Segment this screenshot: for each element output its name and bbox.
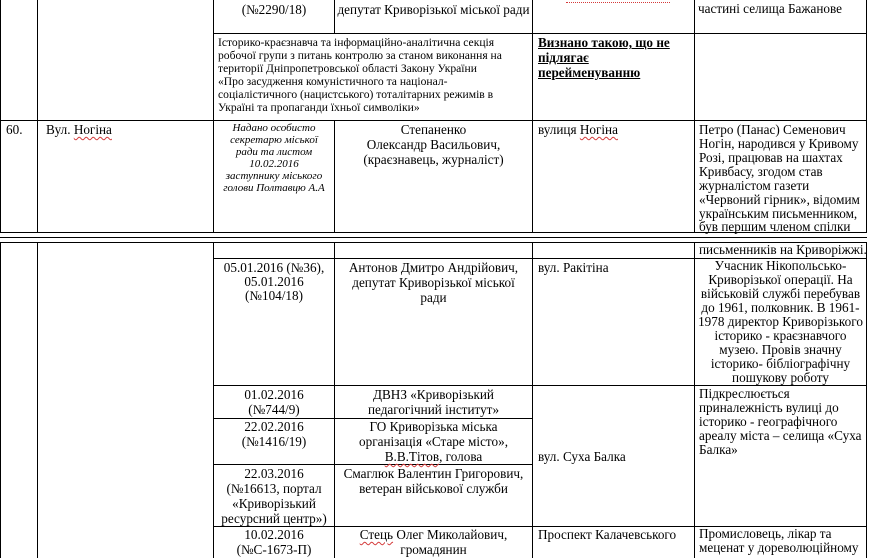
note-line: Кривбасу, згодом став [699, 164, 823, 179]
note-line: Підкреслюється [699, 386, 790, 401]
note-line: Криворізької операції. На [708, 272, 853, 287]
note-line: історико- бібліографічну [710, 356, 851, 371]
note-line: 1978 директор Криворізького [698, 314, 863, 329]
note-line: Промисловець, лікар та [699, 526, 832, 541]
note-line: пошукову роботу [732, 370, 829, 385]
street-prefix: Вул. [46, 122, 71, 137]
proposer-line: ДВНЗ «Криворізький [373, 387, 494, 402]
note-line: ареалу міста – селища «Суха [699, 428, 862, 443]
new-name: вул. Суха Балка [538, 449, 626, 464]
proposer-line: робочої групи з питань контролю за станом виконання на [218, 49, 502, 62]
proposer-line: Україні та пропаганди їхньої символіки» [218, 101, 420, 114]
note-line: Балка» [699, 442, 738, 457]
proposer-line: Смаглюк Валентин Григорович, [343, 466, 524, 481]
grid-line [37, 242, 38, 558]
street-word: Ногіна [73, 122, 112, 137]
proposer-line: педагогічний інститут» [367, 402, 500, 417]
note-line: до 1961, полковник. В 1961- [701, 300, 860, 315]
page-break-line [0, 237, 867, 238]
note-line: військовій службі перебував [700, 286, 861, 301]
spellcheck-mark [566, 0, 670, 3]
note-line: журналістом газети [699, 178, 810, 193]
proposer-line: території Дніпропетровської області Закону України [218, 62, 477, 75]
proposer-line: Антонов Дмитро Андрійович, [348, 260, 519, 275]
proposer-line [335, 450, 532, 465]
proposer-line: ветеран військової служби [359, 481, 508, 496]
grid-line [0, 0, 1, 232]
date-line: ресурсний центр») [221, 511, 327, 526]
new-name [538, 123, 618, 138]
proposer-given-names: Олег Миколайович, [393, 527, 508, 542]
grid-line [694, 0, 695, 232]
note-line: Учасник Нікопольсько- [714, 258, 847, 273]
proposer-line: (краєзнавець, журналіст) [363, 152, 504, 167]
proposer-line: депутат Криворізької міської [352, 275, 515, 290]
date-line: 05.01.2016 [244, 274, 304, 289]
grid-line [532, 0, 533, 232]
note-continuation: письменників на Криворіжжі. [699, 242, 867, 257]
proposer-line: громадянин [400, 542, 467, 557]
date-line: (№16613, портал [226, 481, 322, 496]
proposer-line: організація «Старе місто», [359, 434, 508, 449]
row-number: 60. [6, 122, 23, 137]
note-line: Петро (Панас) Семенович [699, 122, 846, 137]
date-line: Надано особисто [232, 122, 316, 134]
date-cell-tail: (№2290/18) [241, 2, 307, 17]
date-line: 05.01.2016 (№36), [223, 260, 325, 275]
date-line: голови Полтавцю А.А [223, 182, 325, 194]
proposer-line: Історико-краєзнавча та інформаційно-аналітична секція [218, 36, 495, 49]
date-line: ради та листом [235, 146, 313, 158]
proposer-role: , голова [439, 449, 483, 464]
proposer-surname: Стець [359, 527, 394, 542]
note-line: Ногін, народився у Кривому [699, 136, 859, 151]
grid-line [866, 0, 867, 232]
proposer-line [335, 528, 532, 543]
note-line: історико - географічного [699, 414, 838, 429]
note-line: Розі, працював на шахтах [699, 150, 843, 165]
note-line: приналежність вулиці до [699, 400, 839, 415]
note-line: історико - краєзнавчого [714, 328, 847, 343]
note-line: був першим членом спілки [699, 219, 851, 234]
note-cell-tail: частині селища Бажанове [698, 1, 843, 16]
decision-line: перейменуванню [538, 65, 641, 80]
new-name: вул. Ракітіна [538, 260, 609, 275]
proposer-line: «Про засудження комуністичного та націонал- [218, 75, 448, 88]
grid-line [0, 242, 1, 558]
decision-line: Визнано такою, що не [538, 35, 670, 50]
proposer-line: ради [420, 290, 447, 305]
decision-line: підлягає [538, 50, 589, 65]
street-name [46, 123, 112, 138]
date-line: 10.02.2016 [249, 158, 299, 170]
proposer-line: ГО Криворізька міська [369, 419, 498, 434]
date-line: (№104/18) [245, 288, 303, 303]
proposer-line: Степаненко [400, 122, 467, 137]
proposer-cell-tail: депутат Криворізької міської ради [337, 2, 530, 17]
note-line: «Червоний гірник», відомим [699, 192, 860, 207]
new-name-prefix: вулиця [538, 122, 577, 137]
proposer-line: Олександр Васильович, [366, 137, 501, 152]
new-name-word: Ногіна [579, 122, 618, 137]
note-line: музею. Провів значну [719, 342, 842, 357]
proposer-surname: В.В.Тітов [384, 449, 440, 464]
grid-line [213, 33, 867, 34]
date-line: «Криворізький [232, 496, 316, 511]
new-name: Проспект Калачевського [538, 527, 677, 542]
date-line: заступнику міського [225, 170, 323, 182]
grid-line [213, 0, 214, 232]
date-line: 10.02.2016 [244, 527, 304, 542]
note-line: меценат у дореволюційному [699, 540, 859, 555]
date-line: (№1416/19) [241, 434, 307, 449]
date-line: (№С-1673-П) [236, 542, 312, 557]
grid-line [866, 242, 867, 558]
grid-line [0, 120, 867, 121]
grid-line [532, 242, 533, 558]
grid-line [37, 0, 38, 232]
date-line: 22.02.2016 [244, 419, 304, 434]
date-line: 22.03.2016 [244, 466, 304, 481]
date-line: секретарю міської [230, 134, 318, 146]
date-line: 01.02.2016 [244, 387, 304, 402]
note-line: українським письменником, [699, 206, 858, 221]
date-line: (№744/9) [248, 402, 300, 417]
proposer-line: соціалістичного (нацистського) тоталітарних режимів в [218, 88, 494, 101]
